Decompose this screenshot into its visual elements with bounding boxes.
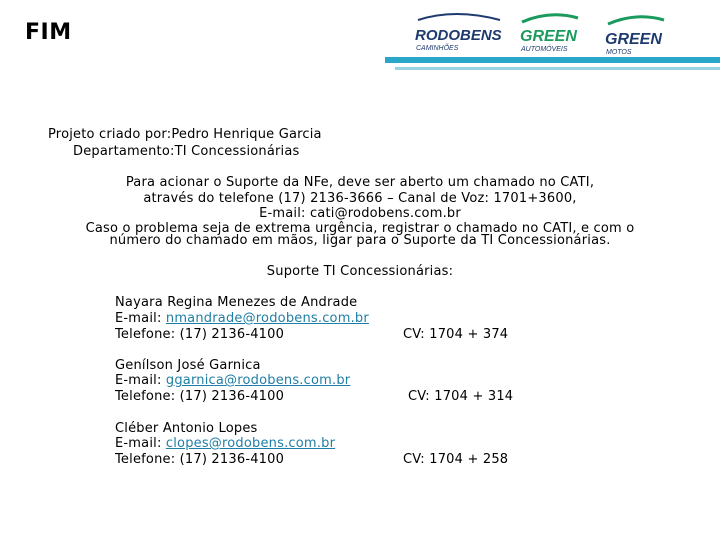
contact-email-line [115, 311, 369, 326]
green-motos-logo [605, 17, 664, 56]
author-label: Projeto criado por: [48, 127, 172, 142]
department-name: TI Concessionárias [174, 144, 300, 159]
green-automoveis-logo [520, 15, 578, 53]
email-label: E-mail: [115, 436, 166, 451]
email-link[interactable]: ggarnica@rodobens.com.br [165, 373, 351, 388]
contact-name: Cléber Antonio Lopes [115, 421, 258, 436]
email-link[interactable]: clopes@rodobens.com.br [165, 436, 336, 451]
contact-cv: CV: 1704 + 314 [408, 389, 514, 404]
slide-title: FIM [25, 20, 72, 45]
email-label: E-mail: [115, 373, 166, 388]
contact-email-line [115, 373, 350, 388]
svg-text:GREEN: GREEN [605, 31, 662, 48]
info-line-5: número do chamado em mãos, ligar para o Suporte da TI Concessionárias. [109, 233, 611, 248]
info-line-1: Para acionar o Suporte da NFe, deve ser aberto um chamado no CATI, [125, 175, 595, 190]
department-label: Departamento: [73, 144, 175, 159]
contact-name: Genílson José Garnica [115, 358, 261, 373]
contact-cv: CV: 1704 + 258 [403, 452, 509, 467]
info-line-4: Caso o problema seja de extrema urgência, registrar o chamado no CATI, e com o [85, 221, 635, 236]
brand-logos [410, 10, 710, 60]
info-line-2: através do telefone (17) 2136-3666 – Canal de Voz: 1701+3600, [143, 191, 577, 206]
info-line-3: E-mail: cati@rodobens.com.br [259, 206, 461, 221]
contact-email-line [115, 436, 335, 451]
support-heading: Suporte TI Concessionárias: [266, 264, 454, 279]
contact-cv: CV: 1704 + 374 [403, 327, 509, 342]
rodobens-logo [415, 14, 502, 52]
department-line [73, 144, 300, 159]
svg-text:AUTOMÓVEIS: AUTOMÓVEIS [521, 46, 568, 53]
contact-phone: Telefone: (17) 2136-4100 [115, 389, 285, 404]
contact-name: Nayara Regina Menezes de Andrade [115, 295, 358, 310]
header-stripe [385, 57, 720, 63]
svg-text:CAMINHÕES: CAMINHÕES [416, 45, 459, 52]
author-name: Pedro Henrique Garcia [171, 127, 322, 142]
contact-phone: Telefone: (17) 2136-4100 [115, 327, 285, 342]
header-stripe-thin [395, 67, 720, 70]
svg-text:MOTOS: MOTOS [606, 49, 632, 56]
svg-text:GREEN: GREEN [520, 28, 577, 45]
author-line [48, 127, 322, 142]
svg-text:RODOBENS: RODOBENS [415, 27, 502, 44]
email-label: E-mail: [115, 311, 166, 326]
contact-phone: Telefone: (17) 2136-4100 [115, 452, 285, 467]
email-link[interactable]: nmandrade@rodobens.com.br [165, 311, 369, 326]
